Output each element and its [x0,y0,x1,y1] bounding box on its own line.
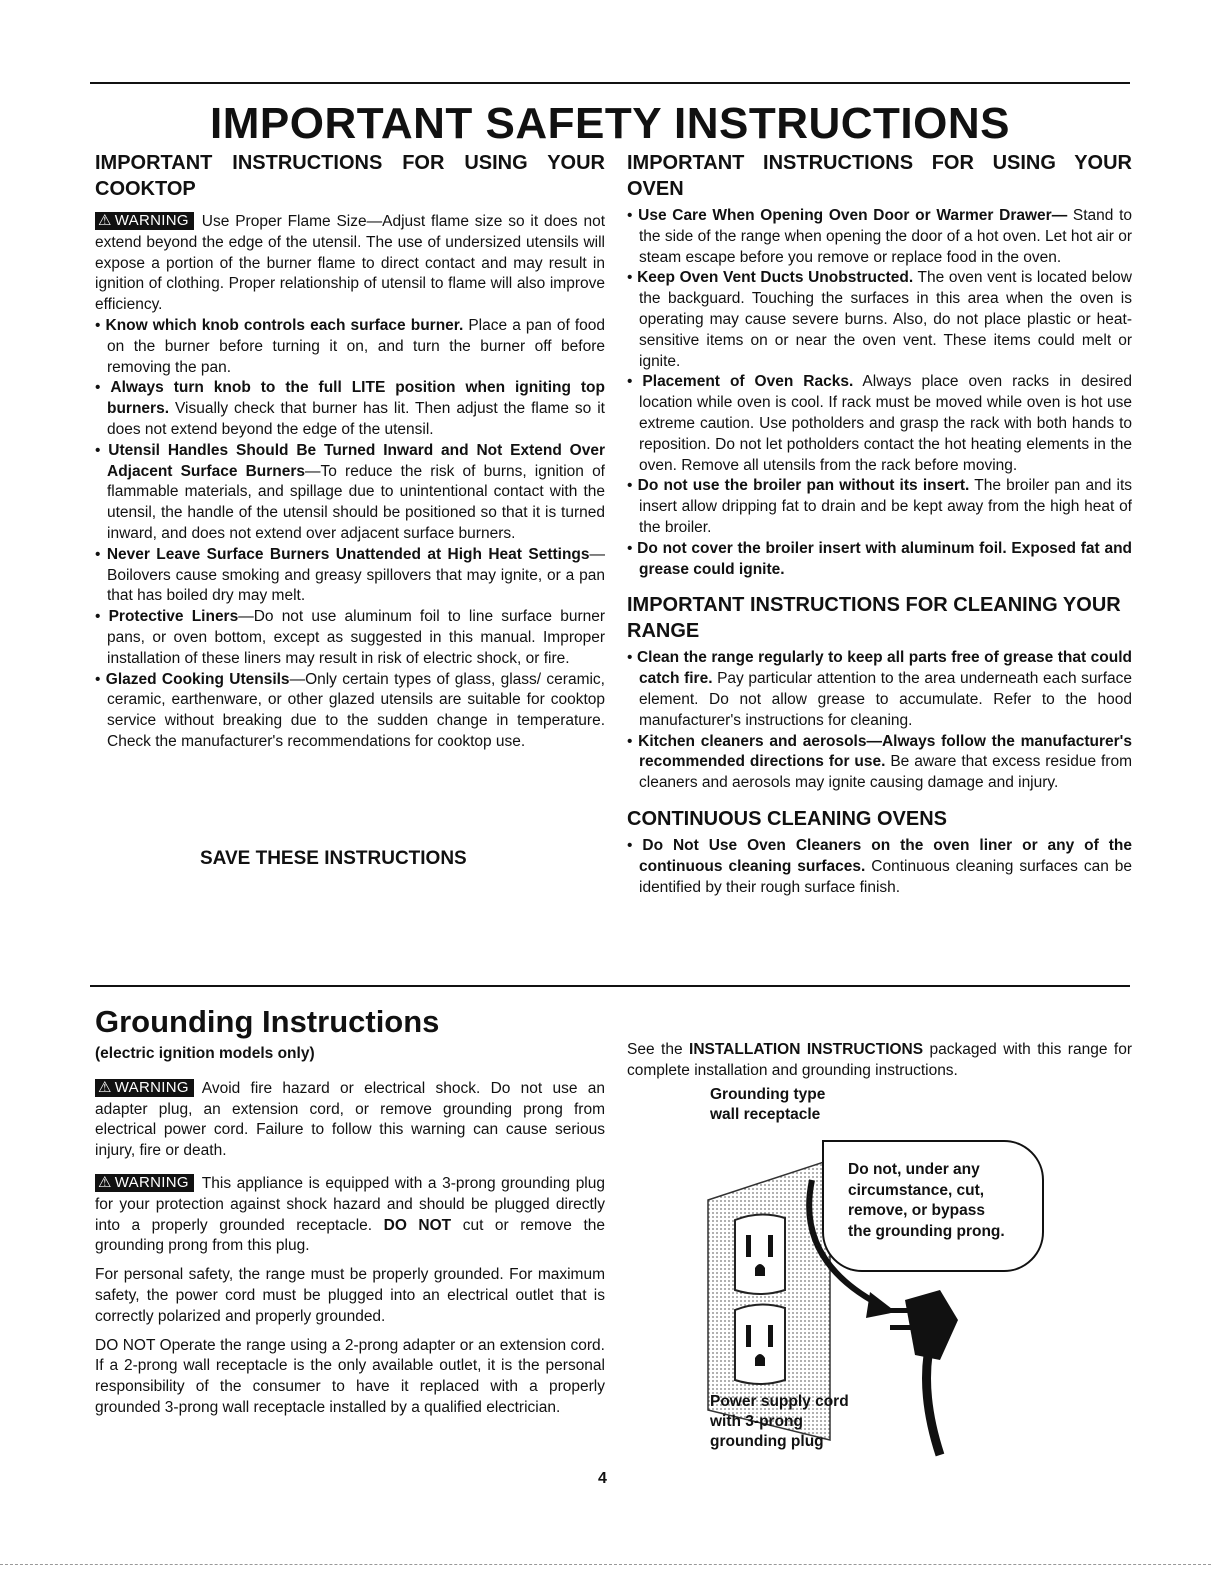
page-title: IMPORTANT SAFETY INSTRUCTIONS [210,99,1010,148]
cooktop-intro: Use Proper Flame Size—Adjust flame size so it does not extend beyond the edge of the utensil. The use of undersized utensils will expose a portion of the burner flame to direct contact and may result in ignition of clothing. Proper relationship of utensil to flame will also improve efficiency. [95,213,605,314]
warning-badge: ⚠ WARNING [95,212,194,230]
oven-heading: IMPORTANT INSTRUCTIONS FOR USING YOUR OVEN [627,152,1132,200]
grounding-para-2: DO NOT Operate the range using a 2-prong adapter or an extension cord. If a 2-prong wall receptacle is the only available outlet, it is the personal responsibility of the consumer to have it replaced with a properly grounded 3-prong wall receptacle installed by a qualified electrician. [95,1336,605,1416]
grounding-para-1: For personal safety, the range must be properly grounded. For maximum safety, the power cord must be plugged into an electrical outlet that is correctly polarized and properly grounded. [95,1266,605,1325]
warning-triangle-icon: ⚠ [98,1173,112,1191]
list-item: • Do not use the broiler pan without its insert. The broiler pan and its insert allow dripping fat to drain and be kept away from the high heat of the broiler. [627,477,1133,536]
cooktop-section [95,150,605,753]
grounding-right [627,1040,1132,1082]
list-item: • Do not cover the broiler insert with aluminum foil. Exposed fat and grease could ignite. [627,539,1132,578]
list-item: • Keep Oven Vent Ducts Unobstructed. The oven vent is located below the backguard. Touching the surfaces in this area when the oven is operating may cause severe burns. Also, do not place plastic or heat-sensitive items on or near the oven vent. These items could melt or ignite. [627,269,1132,370]
section-rule [90,985,1130,987]
grounding-left [95,1044,605,1419]
fig-bottom-label: Power supply cord with 3-prong grounding plug [710,1393,849,1450]
page-number: 4 [598,1470,607,1487]
oven-section [627,150,1132,898]
cooktop-warning [95,212,605,316]
cleaning-heading: IMPORTANT INSTRUCTIONS FOR CLEANING YOUR RANGE [627,594,1121,643]
fig-top-label: Grounding type wall receptacle [710,1086,826,1123]
list-item: • Use Care When Opening Oven Door or Warmer Drawer— Stand to the side of the range when opening the door of a hot oven. Let hot air or steam escape before you remove or replace food in the oven. [627,207,1133,266]
warning-triangle-icon: ⚠ [98,1078,112,1096]
warning-badge: ⚠ WARNING [95,1174,194,1192]
save-instructions: SAVE THESE INSTRUCTIONS [200,848,467,869]
warning-badge: ⚠ WARNING [95,1079,194,1097]
continuous-heading: CONTINUOUS CLEANING OVENS [627,807,948,830]
list-item: • Placement of Oven Racks. Always place oven racks in desired location while oven is cool. If rack must be moved while oven is hot use extreme caution. Use potholders and grasp the rack with both hands to reposition. Do not let potholders contact the hot heating elements in the oven. Remove all utensils from the rack before moving. [627,373,1132,474]
callout-box: Do not, under any circumstance, cut, remove, or bypass the grounding prong. [822,1140,1044,1272]
list-item: • Kitchen cleaners and aerosols—Always follow the manufacturer's recommended directions for use. Be aware that excess residue from cleaners and aerosols may ignite causing damage and injury. [627,732,1132,792]
grounding-warning-2: ⚠ WARNING This appliance is equipped with a 3-prong grounding plug for your protection against shock hazard and should be plugged directly into a properly grounded receptacle. DO NOT cut or remove the grounding prong from this plug. [95,1173,605,1255]
list-item: • Protective Liners—Do not use aluminum foil to line surface burner pans, or oven bottom, except as suggested in this manual. Improper installation of these liners may result in risk of electric shock, or fire. [95,608,606,667]
list-item: • Glazed Cooking Utensils—Only certain types of glass, glass/ ceramic, ceramic, earthenware, or other glazed utensils are suitable for cooktop service without breaking due to the sudden change in temperature. Check the manufacturer's recommendations for cooktop use. [95,670,605,750]
list-item: • Do Not Use Oven Cleaners on the oven liner or any of the continuous cleaning surfaces. Continuous cleaning surfaces can be identified by their rough surface finish. [627,836,1133,896]
grounding-subtitle: (electric ignition models only) [95,1045,315,1062]
list-item: • Utensil Handles Should Be Turned Inward and Not Extend Over Adjacent Surface Burners—To reduce the risk of burns, ignition of flammable materials, and spillage due to unintentional contact with the utensil, the handle of the utensil should be positioned so that it is turned inward, and does not extend over adjacent surface burners. [95,441,606,542]
list-item: • Never Leave Surface Burners Unattended at High Heat Settings—Boilovers cause smoking and greasy spillovers that may ignite, or a pan that has boiled dry may melt. [95,545,606,605]
list-item: • Clean the range regularly to keep all parts free of grease that could catch fire. Pay particular attention to the area underneath each surface element. Do not allow grease to accumulate. Refer to the hood manufacturer's instructions for cleaning. [627,649,1133,729]
cooktop-heading: IMPORTANT INSTRUCTIONS FOR USING YOUR COOKTOP [95,152,605,200]
list-item: • Know which knob controls each surface burner. Place a pan of food on the burner before turning it on, and turn the burner off before removing the pan. [95,316,606,376]
list-item: • Always turn knob to the full LITE position when igniting top burners. Visually check that burner has lit. Then adjust the flame so it does not extend beyond the edge of the utensil. [95,379,605,438]
bottom-edge [0,1564,1211,1565]
grounding-warning-1: ⚠ WARNING Avoid fire hazard or electrical shock. Do not use an adapter plug, an extension cord, or remove grounding prong from electrical power cord. Failure to follow this warning can cause serious injury, fire or death. [95,1078,605,1160]
see-installation: See the INSTALLATION INSTRUCTIONS packaged with this range for complete installation and grounding instructions. [627,1041,1132,1079]
grounding-title: Grounding Instructions [95,1004,440,1039]
top-rule [90,82,1130,84]
warning-triangle-icon: ⚠ [98,212,112,229]
